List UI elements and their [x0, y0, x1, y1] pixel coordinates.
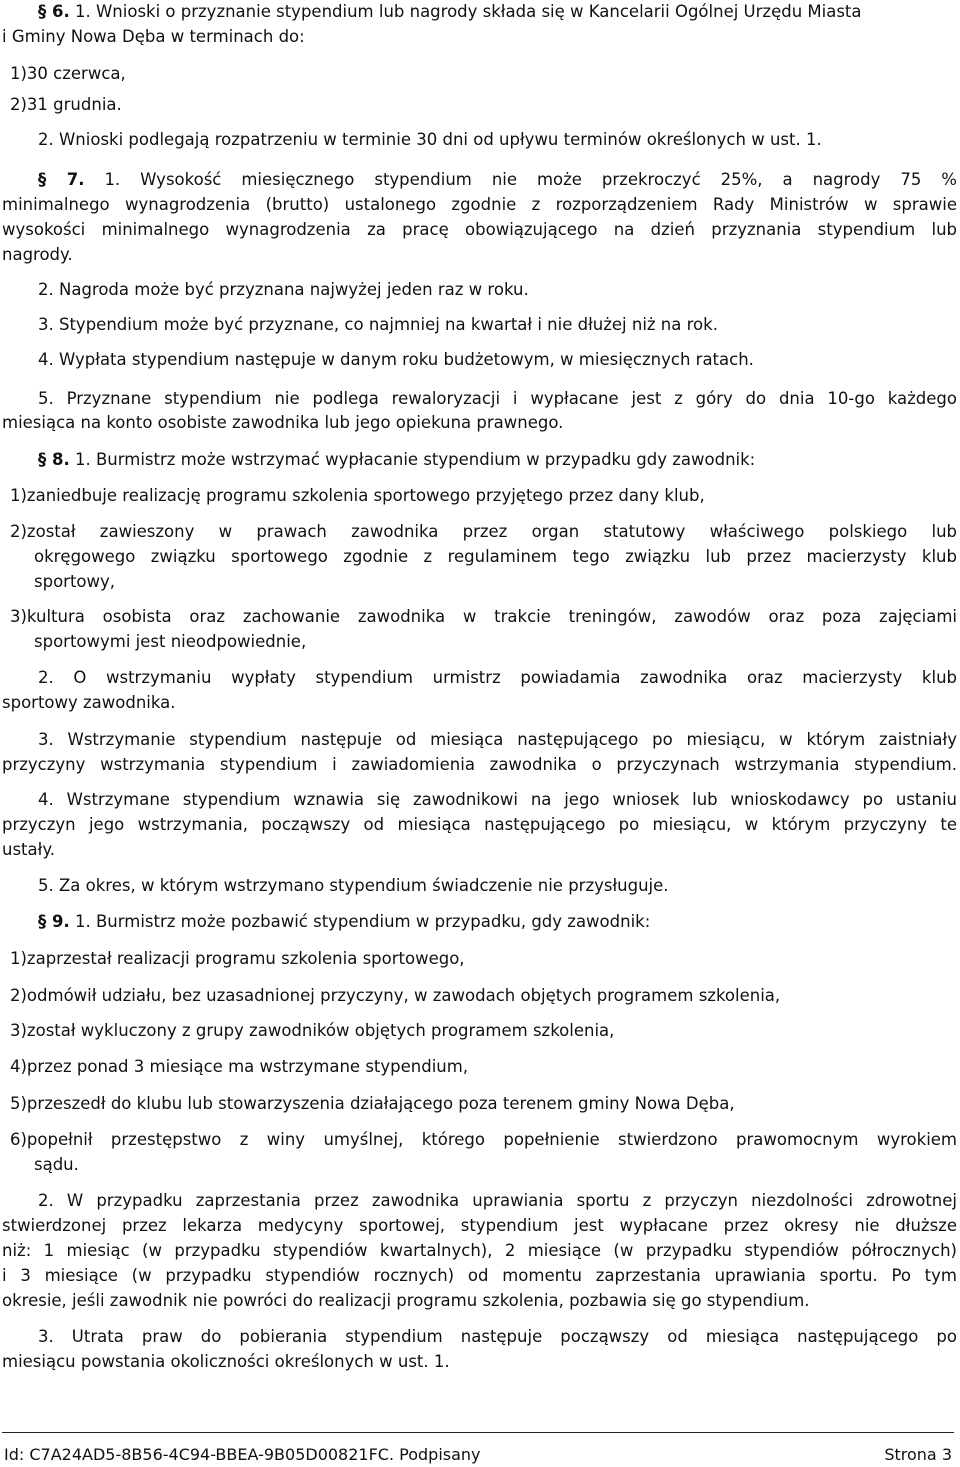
s6-p1-line2: i Gminy Nowa Dęba w terminach do: [2, 27, 305, 46]
s9-item-2: 2)odmówił udziału, bez uzasadnionej przyczyny, w zawodach objętych programem szkolenia, [10, 986, 781, 1005]
s6-item-2: 2)31 grudnia. [10, 95, 122, 114]
s9-p2-line4: i 3 miesiące (w przypadku stypendiów rocznych) od momentu zaprzestania uprawiania sportu. Po tym [2, 1266, 957, 1285]
s9-p3-line2: miesiącu powstania okoliczności określonych w ust. 1. [2, 1352, 450, 1371]
s8-paragraph-5: 5. Za okres, w którym wstrzymano stypendium świadczenie nie przysługuje. [38, 876, 669, 895]
s7-p1-text: 1. Wysokość miesięcznego stypendium nie może przekroczyć 25%, a nagrody 75 % [104, 170, 957, 189]
s8-item-3: 3)kultura osobista oraz zachowanie zawodnika w trakcie treningów, zawodów oraz poza zajęciami [10, 607, 957, 626]
s8-paragraph-2: 2. O wstrzymaniu wypłaty stypendium urmistrz powiadamia zawodnika oraz macierzysty klub [38, 668, 957, 687]
page-number: Strona 3 [884, 1445, 952, 1464]
s8-p1-text: 1. Burmistrz może wstrzymać wypłacanie stypendium w przypadku gdy zawodnik: [75, 450, 756, 469]
s7-p5-line2: miesiąca na konto osobiste zawodnika lub jego opiekuna prawnego. [2, 413, 564, 432]
s8-item-1: 1)zaniedbuje realizację programu szkolenia sportowego przyjętego przez dany klub, [10, 486, 705, 505]
s8-p3-line2: przyczyny wstrzymania stypendium i zawiadomienia zawodnika o przyczynach wstrzymania stypendium. [2, 755, 957, 774]
section-number: § 9. [38, 912, 70, 931]
s9-p2-line2: stwierdzonej przez lekarza medycyny sportowej, stypendium jest wypłacane przez okresy nie dłuższe [2, 1216, 957, 1235]
s9-item-4: 4)przez ponad 3 miesiące ma wstrzymane stypendium, [10, 1057, 469, 1076]
s9-paragraph-2: 2. W przypadku zaprzestania przez zawodnika uprawiania sportu z przyczyn niezdolności zdrowotnej [38, 1191, 957, 1210]
s9-item-5: 5)przeszedł do klubu lub stowarzyszenia działającego poza terenem gminy Nowa Dęba, [10, 1094, 735, 1113]
s8-paragraph-1 [38, 450, 957, 470]
s6-paragraph-1 [38, 2, 957, 22]
s9-item-6: 6)popełnił przestępstwo z winy umyślnej, którego popełnienie stwierdzono prawomocnym wyrokiem [10, 1130, 957, 1149]
s9-p2-line5: okresie, jeśli zawodnik nie powróci do realizacji programu szkolenia, pozbawia się go stypendium. [2, 1291, 810, 1310]
s7-paragraph-2: 2. Nagroda może być przyznana najwyżej jeden raz w roku. [38, 280, 529, 299]
section-number: § 6. [38, 2, 70, 21]
s8-paragraph-4: 4. Wstrzymane stypendium wznawia się zawodnikowi na jego wniosek lub wnioskodawcy po ustaniu [38, 790, 957, 809]
s7-paragraph-3: 3. Stypendium może być przyznane, co najmniej na kwartał i nie dłużej niż na rok. [38, 315, 718, 334]
s6-item-1: 1)30 czerwca, [10, 64, 126, 83]
footer-divider [2, 1432, 954, 1433]
s9-item-1: 1)zaprzestał realizacji programu szkolenia sportowego, [10, 949, 465, 968]
s8-p4-line2: przyczyn jego wstrzymania, począwszy od miesiąca następującego po miesiącu, w którym przyczyny te [2, 815, 957, 834]
s7-p1-line2: minimalnego wynagrodzenia (brutto) ustalonego zgodnie z rozporządzeniem Rady Ministrów w sprawie [2, 195, 957, 214]
s8-paragraph-3: 3. Wstrzymanie stypendium następuje od miesiąca następującego po miesiącu, w którym zaistniały [38, 730, 957, 749]
s7-paragraph-5: 5. Przyznane stypendium nie podlega rewaloryzacji i wypłacane jest z góry do dnia 10-go każdego [38, 389, 957, 408]
s8-item-2-line2: okręgowego związku sportowego zgodnie z regulaminem tego związku lub przez macierzysty klub [34, 547, 957, 566]
s7-paragraph-4: 4. Wypłata stypendium następuje w danym roku budżetowym, w miesięcznych ratach. [38, 350, 754, 369]
s9-item-6-line2: sądu. [34, 1155, 79, 1174]
s7-p1-line3: wysokości minimalnego wynagrodzenia za pracę obowiązującego na dzień przyznania stypendium lub [2, 220, 957, 239]
section-number: § 7. [38, 170, 85, 189]
s8-p2-line2: sportowy zawodnika. [2, 693, 176, 712]
s7-paragraph-1 [38, 170, 957, 190]
s8-item-3-line2: sportowymi jest nieodpowiednie, [34, 632, 307, 651]
s9-item-3: 3)został wykluczony z grupy zawodników objętych programem szkolenia, [10, 1021, 615, 1040]
s9-paragraph-1 [38, 912, 957, 932]
s9-p1-text: 1. Burmistrz może pozbawić stypendium w przypadku, gdy zawodnik: [75, 912, 651, 931]
s8-item-2-line3: sportowy, [34, 572, 116, 591]
s6-paragraph-2: 2. Wnioski podlegają rozpatrzeniu w terminie 30 dni od upływu terminów określonych w ust. 1. [38, 130, 822, 149]
s9-p2-line3: niż: 1 miesiąc (w przypadku stypendiów kwartalnych), 2 miesiące (w przypadku stypendiów półrocznych) [2, 1241, 957, 1260]
s9-paragraph-3: 3. Utrata praw do pobierania stypendium następuje począwszy od miesiąca następującego po [38, 1327, 957, 1346]
s6-p1-text: 1. Wnioski o przyznanie stypendium lub nagrody składa się w Kancelarii Ogólnej Urzędu Miasta [75, 2, 862, 21]
document-id: Id: C7A24AD5-8B56-4C94-BBEA-9B05D00821FC. Podpisany [4, 1445, 481, 1464]
s8-p4-line3: ustały. [2, 840, 55, 859]
s7-p1-line4: nagrody. [2, 245, 73, 264]
s8-item-2: 2)został zawieszony w prawach zawodnika przez organ statutowy właściwego polskiego lub [10, 522, 957, 541]
section-number: § 8. [38, 450, 70, 469]
